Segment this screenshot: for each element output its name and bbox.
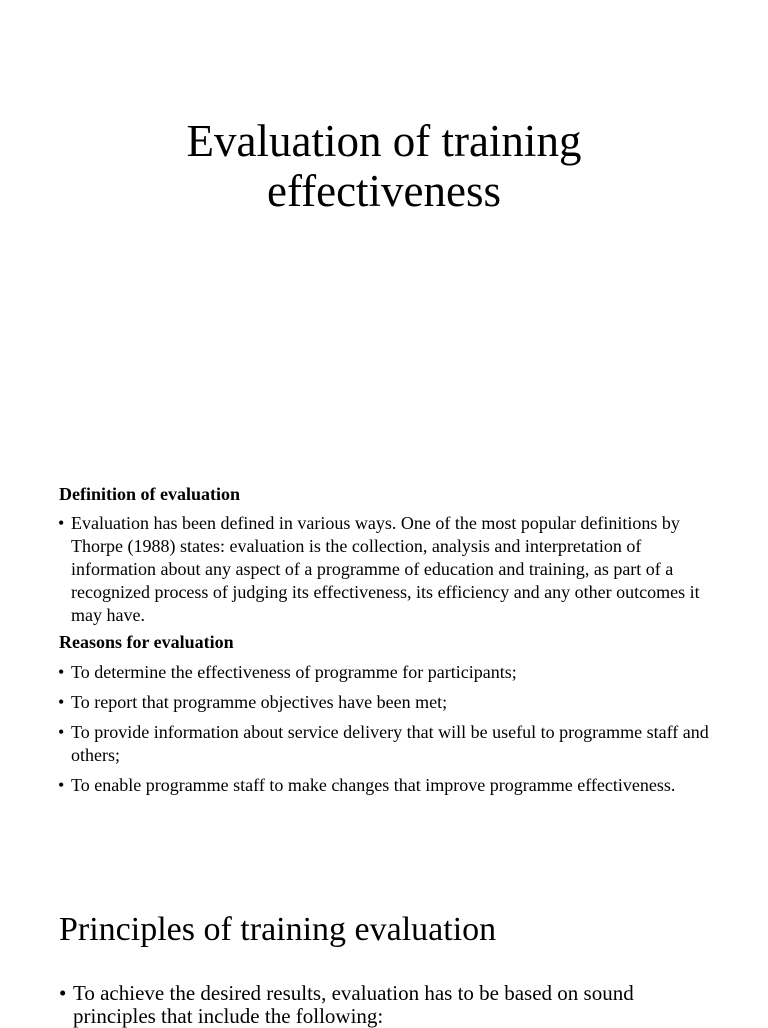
bullet-text: To provide information about service delivery that will be useful to programme staff and others; bbox=[71, 722, 709, 765]
bullet-icon: • bbox=[58, 692, 65, 712]
reasons-heading: Reasons for evaluation bbox=[59, 632, 234, 652]
definition-list bbox=[56, 512, 716, 634]
list-item bbox=[56, 721, 716, 767]
principles-heading: Principles of training evaluation bbox=[59, 911, 497, 948]
list-item bbox=[56, 691, 716, 714]
title-slide bbox=[0, 0, 768, 448]
slide-title-line-2: effectiveness bbox=[266, 166, 502, 216]
bullet-text: To report that programme objectives have been met; bbox=[71, 692, 448, 712]
principles-list bbox=[57, 982, 717, 1028]
bullet-text: Evaluation has been defined in various ways. One of the most popular definitions by Thorpe (1988) states: evaluation is the collection, analysis and interpretation of information about any aspect of a programme of education and training, as part of a recognized process of judging its effectiveness, its efficiency and any other outcomes it may have. bbox=[71, 513, 700, 625]
list-item bbox=[56, 661, 716, 684]
bullet-text: To enable programme staff to make changes that improve programme effectiveness. bbox=[71, 775, 676, 795]
list-item bbox=[56, 512, 716, 627]
list-item bbox=[57, 982, 717, 1028]
list-item bbox=[56, 774, 716, 797]
definition-heading: Definition of evaluation bbox=[59, 484, 241, 504]
bullet-icon: • bbox=[58, 513, 65, 533]
bullet-icon: • bbox=[58, 722, 65, 742]
bullet-icon: • bbox=[58, 662, 65, 682]
definition-slide bbox=[0, 468, 768, 848]
slide-title bbox=[0, 116, 768, 216]
principles-slide bbox=[0, 880, 768, 1028]
bullet-icon: • bbox=[58, 775, 65, 795]
bullet-text: To achieve the desired results, evaluation has to be based on sound principles that include the following: bbox=[73, 981, 634, 1028]
reasons-list bbox=[56, 661, 716, 804]
bullet-icon: • bbox=[59, 981, 67, 1005]
bullet-text: To determine the effectiveness of programme for participants; bbox=[71, 662, 517, 682]
slide-title-line-1: Evaluation of training bbox=[186, 116, 582, 166]
